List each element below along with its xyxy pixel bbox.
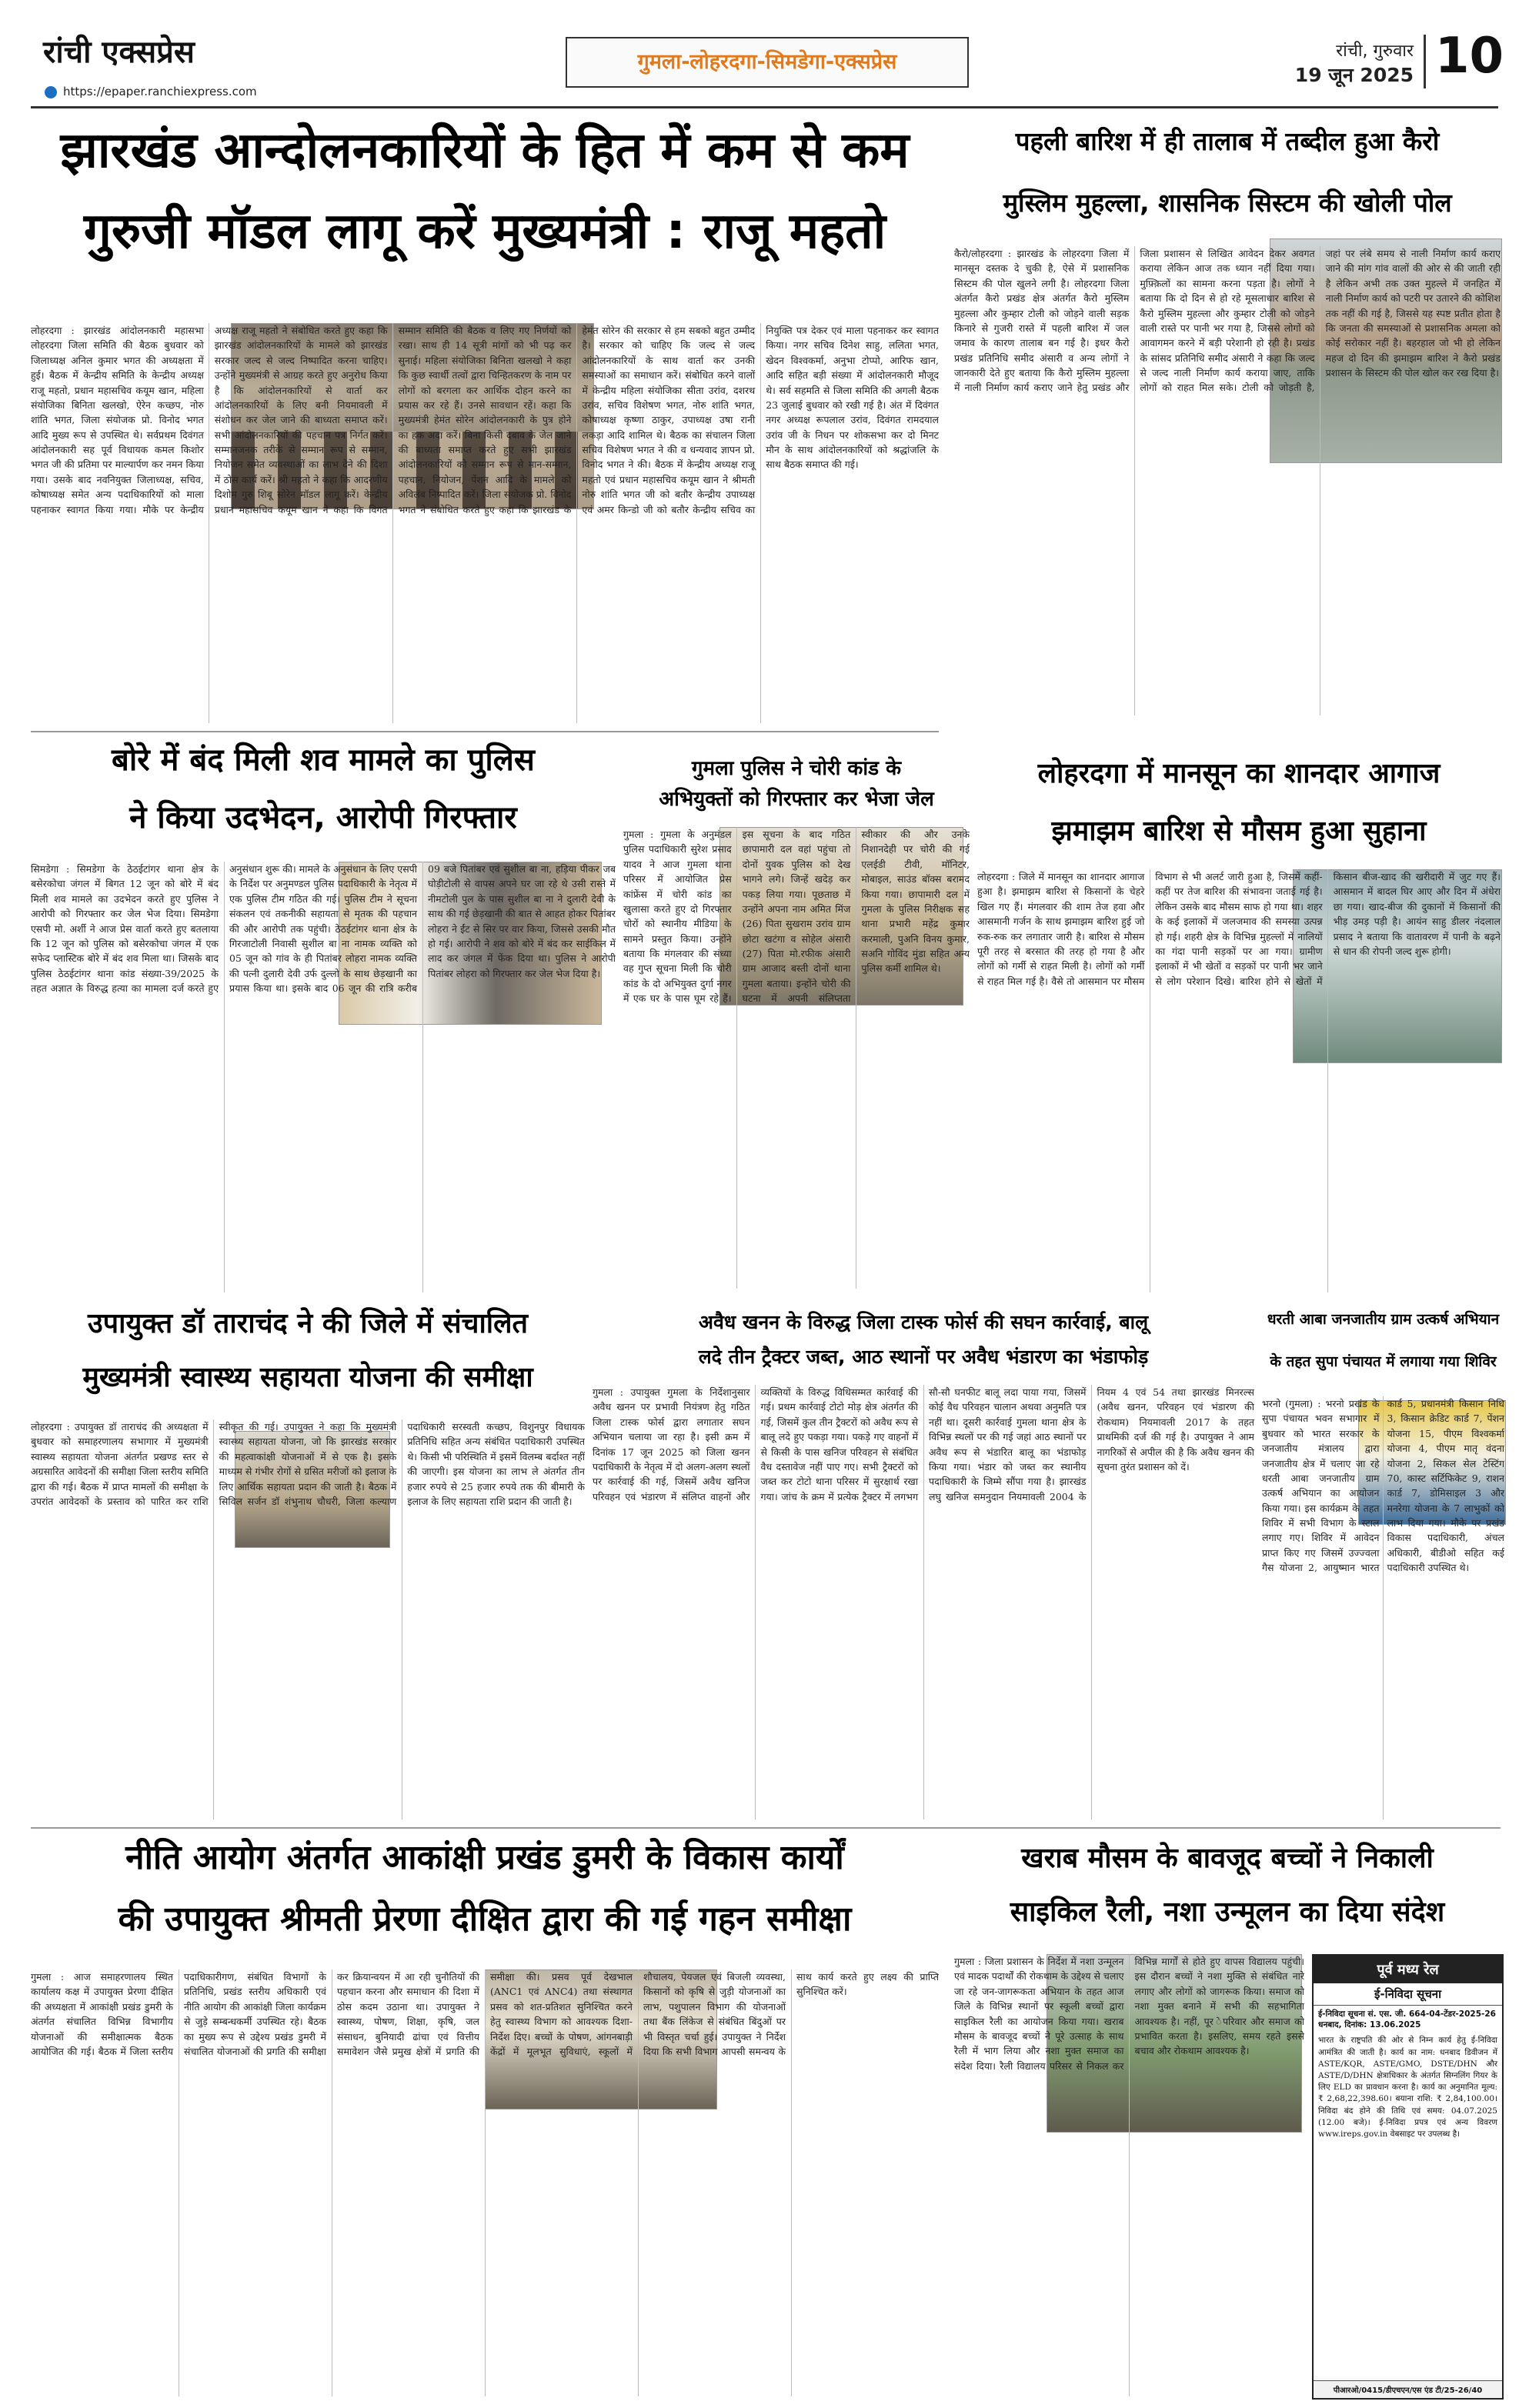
simdega-headline-2: ने किया उदभेदन, आरोपी गिरफ्तार (129, 800, 517, 835)
epaper-url[interactable]: https://epaper.ranchiexpress.com (63, 85, 257, 98)
section-title: गुमला-लोहरदगा-सिमडेगा-एक्सप्रेस (637, 50, 897, 74)
mining-headline-2: लदे तीन ट्रैक्टर जब्त, आठ स्थानों पर अवैध भंडारण का भंडाफोड़ (698, 1346, 1149, 1368)
page-number: 10 (1435, 28, 1504, 85)
lead-body: लोहरदगा : झारखंड आंदोलनकारी महासभा लोहरदगा जिला समिति की बैठक बुधवार को जिलाध्यक्ष अनिल कुमार भगत की अध्यक्षता में हुई। बैठक में केन्द्रीय समिति के केन्द्रीय अध्यक्ष राजू महतो, प्रधान महासचिव कयूम खान, महिला संयोजिका बिनिता खलखो, ऐरेन कच्छप, नोरु शांति भगत, जिला संयोजक प्रो. विनोद भगत आदि मुख्य रूप से उपस्थित थे। सर्वप्रथम दिवंगत आंदोलनकारी सह पूर्व विधायक कमल किशोर भगत जी की प्रतिमा पर माल्यार्पण कर नमन किया गया। उसके बाद नवनियुक्त जिलाध्यक्ष, सचिव, कोषाध्यक्ष समेत अन्य पदाधिकारियों को माला पहनाकर स्वागत किया गया। मौके पर केन्द्रीय अध्यक्ष राजू महतो ने संबोधित करते हुए कहा कि झारखंड आंदोलनकारियों के मामले को झारखंड सरकार जल्द से जल्द निष्पादित करना चाहिए। उन्होंने मुख्यमंत्री से आग्रह करते हुए अनुरोध किया है कि आंदोलनकारियों से वार्ता कर आंदोलनकारियों के लिए बनी नियमावली में संशोधन कर जेल जाने की बाध्यता समाप्त करें। सभी आंदोलनकारियों की पहचान पत्र निर्गत करें। सम्मानजनक तरीके से सम्मान रूप से सम्मान, नियोजन समेत व्यवस्थाओं का लाभ देने की दिशा में ठोस कार्य करें। श्री महतो ने कहा कि आदरणीय दिशोम गुरु शिबू सोरेन मॉडल लागू करें। केन्द्रीय प्रधान महासचिव कयूम खान ने कहा कि विगत सम्मान समिति की बैठक व लिए गए निर्णयों को रखा। साथ ही 14 सूत्री मांगों को भी पढ़ कर सुनाई। महिला संयोजिका बिनिता खलखो ने कहा कि कुछ स्वार्थी तत्वों द्वारा चिन्हितकरण के नाम पर लोगों को बरगला कर आर्थिक दोहन करने का प्रयास कर रहे हैं। उनसे सावधान रहें। कहा कि मुख्यमंत्री हेमंत सोरेन आंदोलनकारी के पुत्र होने का हक अदा करें। बिना किसी दबाव के जेल जाने की बाध्यता समाप्त करते हुए सभी झारखंड आंदोलनकारियों को सम्मान रूप से मान-सम्मान, पहचान, नियोजन, पेंशन आदि के मामले को अविलंब निष्पादित करें। जिला संयोजक प्रो. विनोद भगत ने संबोधित करते हुए कहा कि झारखंड के हेमंत सोरेन की सरकार से हम सबको बहुत उम्मीद है। सरकार को चाहिए कि जल्द से जल्द आंदोलनकारियों के साथ वार्ता कर उनकी समस्याओं का समाधान करें। संबोधित करने वालों में केन्द्रीय महिला संयोजिका सीता उरांव, दशरथ उरांव, सचिव विशेषण भगत, नोरु शांति भगत, कोषाध्यक्ष कृष्णा ठाकुर, उपाध्यक्ष उषा रानी लकड़ा आदि शामिल थे। बैठक का संचालन जिला सचिव विशेषण भगत ने की व धन्यवाद ज्ञापन प्रो. विनोद भगत ने की। बैठक में केन्द्रीय अध्यक्ष राजू महतो एवं प्रधान महासचिव कयूम खान ने श्रीमती नोरु शांति भगत जी को बतौर केन्द्रीय उपाध्यक्ष एवं अमर किन्डो जी को बतौर केन्द्रीय सचिव का नियुक्ति पत्र देकर एवं माला पहनाकर कर स्वागत किया। नगर सचिव दिनेश साहु, ललिता भगत, खेदन विश्वकर्मा, अनुभा टोप्पो, आरिफ खान, आदि सहित बड़ी संख्या में आंदोलनकारी मौजूद थे। सर्व सहमति से जिला समिति की अगली बैठक 23 जुलाई बुधवार को रखी गई है। अंत में दिवंगत नगर अध्यक्ष रूपलाल उरांव, दिवंगत रामदयाल उरांव जी के निधन पर शोकसभा कर दो मिनट मौन के साथ आंदोलनकारियों को श्रद्धांजलि के साथ बैठक समाप्त की गई। (31, 325, 939, 515)
dc-body: लोहरदगा : उपायुक्त डॉ ताराचंद की अध्यक्षता में बुधवार को समाहरणालय सभागार में मुख्यमंत्री स्वास्थ्य सहायता योजना अंतर्गत प्रखण्ड स्तर से अग्रसारित आवेदनों की समीक्षा जिला स्तरीय समिति द्वारा की गई। बैठक में प्राप्त मामलों की समीक्षा के उपरांत आवेदकों के प्रस्ताव को पारित कर राशि स्वीकृत की गई। उपायुक्त ने कहा कि मुख्यमंत्री स्वास्थ्य सहायता योजना, जो कि झारखंड सरकार की महत्वाकांक्षी योजनाओं में से एक है। इसके माध्यम से गंभीर रोगों से ग्रसित मरीजों को इलाज के लिए आर्थिक सहायता प्रदान की जाती है। बैठक में सिविल सर्जन डॉ शंभुनाथ चौधरी, जिला कल्याण पदाधिकारी सरस्वती कच्छप, विशुनपुर विधायक प्रतिनिधि सहित अन्य संबंधित पदाधिकारी उपस्थित थे। किसी भी परिस्थिति में इसमें विलम्ब बर्दाश्त नहीं की जाएगी। इस योजना का लाभ ले अंतर्गत तीन हजार रुपये से 25 हजार रुपये तक की बीमारी के इलाज के लिए सहायता राशि प्रदान की जाती है। (31, 1421, 585, 1507)
flood-headline-1: पहली बारिश में ही तालाब में तब्दील हुआ कैरो (1015, 126, 1440, 156)
simdega-body: सिमडेगा : सिमडेगा के ठेठईटांगर थाना क्षेत्र के बसेरकोचा जंगल में बिगत 12 जून को बोरे में बंद मिली शव मामले का उदभेदन करते हुए पुलिस ने आरोपी को गिरफ्तार कर जेल भेज दिया। सिमडेगा एसपी मो. अर्शी ने आज प्रेस वार्ता करते हुए बतलाया कि 12 जून को पुलिस को बसेरकोचा जंगल में एक सफेद प्लास्टिक बोरे में बंद शव मिला था। जिसके बाद पुलिस ठेठईटांगर थाना कांड संख्या-39/2025 के तहत अज्ञात के विरुद्ध हत्या का मामला दर्ज करते हुए अनुसंधान शुरू की। मामले के अनुसंधान के लिए एसपी के निर्देश पर अनुमण्डल पुलिस पदाधिकारी के नेतृत्व में एक पुलिस टीम गठित की गई। पुलिस टीम ने सूचना संकलन एवं तकनीकी सहायता से मृतक की पहचान की और आरोपी तक पहुंची। ठेठईटांगर थाना क्षेत्र के गिरजाटोली निवासी सुशील बा ना नामक व्यक्ति को 05 जून को गांव के ही पितांबर लोहरा नामक व्यक्ति की पत्नी दुलारी देवी उर्फ दुल्लो के साथ छेड़खानी का प्रयास किया था। इसके बाद 06 जून की रात्रि करीब 09 बजे पितांबर एवं सुशील बा ना, हड़िया पीकर जब घोड़ीटोली से वापस अपने घर जा रहे थे उसी रास्ते में नीमटोली पुल के पास सुशील बा ना ने दुलारी देवी के साथ की गई छेड़खानी की बात से आहत होकर पितांबर लोहरा ने ईंट से सिर पर वार किया, जिससे उसकी मौत हो गई। आरोपी ने शव को बोरे में बंद कर साईकिल में लाद कर जंगल में फेंक दिया था। पुलिस ने आरोपी पितांबर लोहरा को गिरफ्तार कर जेल भेज दिया है। (31, 863, 616, 994)
monsoon-body: लोहरदगा : जिले में मानसून का शानदार आगाज हुआ है। झमाझम बारिश से किसानों के चेहरे खिल गए हैं। मंगलवार की शाम तेज हवा और आसमानी गर्जन के साथ झमाझम बारिश हुई जो रुक-रुक कर लगातार जारी है। बारिश से मौसम पूरी तरह से बरसात की तरह हो गया है और लोगों को गर्मी से राहत मिली है। लोगों को गर्मी से राहत मिल गई है। वैसे तो आसमान पर मौसम विभाग से भी अलर्ट जारी हुआ है, जिसमें कहीं-कहीं पर तेज बारिश की संभावना जताई गई है। लेकिन उसके बाद मौसम साफ हो गया था। शहर के कई इलाकों में जलजमाव की समस्या उत्पन्न हो गई। शहरी क्षेत्र के विभिन्न मुहल्लों में नालियों का गंदा पानी सड़कों पर आ गया। ग्रामीण इलाकों में भी खेतों व सड़कों पर पानी भर जाने से लोग परेशान दिखे। बारिश होने से खेतों में किसान बीज-खाद की खरीदारी में जुट गए हैं। आसमान में बादल घिर आए और दिन में अंधेरा छा गया। खाद-बीज की दुकानों में किसानों की भीड़ उमड़ पड़ी है। आयंन साहु डीलर नंदलाल प्रसाद ने बताया कि वातावरण में पानी के बढ़ने से धान की रोपनी जल्द शुरू होगी। (977, 871, 1501, 987)
gumla-police-headline-1: गुमला पुलिस ने चोरी कांड के (691, 757, 902, 780)
lead-headline-2: गुरुजी मॉडल लागू करें मुख्यमंत्री : राजू महतो (83, 203, 886, 260)
dc-headline-1: उपायुक्त डॉ ताराचंद ने की जिले में संचालित (87, 1308, 529, 1339)
tender-footer: पीआरओ/0415/डीएचएन/एस एंड टी/25-26/40 (1314, 2380, 1502, 2398)
page-divider (1424, 35, 1426, 88)
masthead (0, 0, 1529, 104)
mid-bottom-rule (31, 1827, 1501, 1829)
rally-headline-1: खराब मौसम के बावजूद बच्चों ने निकाली (1021, 1843, 1434, 1874)
gumla-police-body: गुमला : गुमला के अनुमंडल पुलिस पदाधिकारी सुरेश प्रसाद यादव ने आज गुमला थाना परिसर में आयोजित प्रेस कांफ्रेंस में चोरी कांड का खुलासा करते हुए दो गिरफ्तार चोरों को स्थानीय मीडिया के सामने प्रस्तुत किया। उन्होंने बताया कि मंगलवार की संध्या वह गुप्त सूचना मिली कि चोरी कांड के दो अभियुक्त दुर्गा नगर में एक घर के पास घूम रहे हैं। इस सूचना के बाद गठित छापामारी दल वहां पहुंचा तो दोनों युवक पुलिस को देख भागने लगे। जिन्हें खदेड़ कर पकड़ लिया गया। पूछताछ में उन्होंने अपना नाम अमित मिंज (26) पिता सुखराम उरांव ग्राम छोटा खटंगा व सोहेल अंसारी (27) पिता मो.रफीक अंसारी ग्राम आजाद बस्ती दोनों थाना गुमला बताया। इन्होंने चोरी की घटना में अपनी संलिप्तता स्वीकार की और उनके निशानदेही पर चोरी की गई एलईडी टीवी, मॉनिटर, मोबाइल, साउंड बॉक्स बरामद किया गया। छापामारी दल में गुमला के पुलिस निरीक्षक सह थाना प्रभारी महेंद्र कुमार करमाली, पुअनि विनय कुमार, सअनि गोविंद मुंडा सहित अन्य पुलिस कर्मी शामिल थे। (623, 829, 970, 1005)
mining-body: गुमला : उपायुक्त गुमला के निर्देशानुसार अवैध खनन पर प्रभावी नियंत्रण हेतु गठित जिला टास्क फोर्स द्वारा लगातार सघन अभियान चलाया जा रहा है। इसी क्रम में दिनांक 17 जून 2025 को जिला खनन पदाधिकारी के नेतृत्व में दो अलग-अलग स्थलों पर कार्रवाई की गई, जिसमें अवैध खनिज परिवहन एवं भंडारण में संलिप्त वाहनों और व्यक्तियों के विरुद्ध विधिसम्मत कार्रवाई की गई। प्रथम कार्रवाई टोटो मोड़ क्षेत्र अंतर्गत की गई, जिसमें कुल तीन ट्रैक्टरों को अवैध रूप से बालू लदे हुए पकड़ा गया। पकड़े गए वाहनों में से किसी के पास खनिज परिवहन से संबंधित वैध दस्तावेज नहीं पाए गए। सभी ट्रैक्टरों को जब्त कर टोटो थाना परिसर में सुरक्षार्थ रखा गया। जांच के क्रम में प्रत्येक ट्रैक्टर में लगभग सौ-सौ घनफीट बालू लदा पाया गया, जिसमें कोई वैध परिवहन चालान अथवा अनुमति पत्र नहीं था। दूसरी कार्रवाई गुमला थाना क्षेत्र के विभिन्न स्थलों पर की गई जहां आठ स्थानों पर अवैध रूप से भंडारित बालू का भंडाफोड़ किया गया। भंडार को जब्त कर स्थानीय पदाधिकारी के जिम्मे सौंपा गया है। झारखंड लघु खनिज समनुदान नियमावली 2004 के नियम 4 एवं 54 तथा झारखंड मिनरल्स (अवैध खनन, परिवहन एवं भंडारण की रोकथाम) नियमावली 2017 के तहत प्राथमिकी दर्ज की गई है। उपायुक्त ने आम नागरिकों से अपील की है कि अवैध खनन की सूचना तुरंत प्रशासन को दें। (593, 1386, 1254, 1502)
lead-bottom-rule (31, 731, 939, 732)
bharno-headline-1: धरती आबा जनजातीय ग्राम उत्कर्ष अभियान (1267, 1311, 1500, 1328)
gumla-police-headline-2: अभियुक्तों को गिरफ्तार कर भेजा जेल (659, 788, 934, 811)
monsoon-headline-2: झमाझम बारिश से मौसम हुआ सुहाना (1051, 815, 1427, 847)
globe-icon (45, 86, 57, 98)
tender-ad (1312, 1954, 1504, 2400)
niti-headline-2: की उपायुक्त श्रीमती प्रेरणा दीक्षित द्वारा की गई गहन समीक्षा (118, 1899, 852, 1939)
simdega-headline-1: बोरे में बंद मिली शव मामले का पुलिस (112, 742, 535, 778)
niti-body: गुमला : आज समाहरणालय स्थित कार्यालय कक्ष में उपायुक्त प्रेरणा दीक्षित की अध्यक्षता में आकांक्षी प्रखंड डुमरी के अंतर्गत संचालित विभिन्न विभागीय योजनाओं की समीक्षात्मक बैठक आयोजित की गई। बैठक में जिला स्तरीय पदाधिकारीगण, संबंधित विभागों के प्रतिनिधि, प्रखंड स्तरीय अधिकारी एवं नीति आयोग की आकांक्षी जिला कार्यक्रम से जुड़े सम्बन्धकर्मी उपस्थित रहे। बैठक का मुख्य रूप से उद्देश्य प्रखंड डुमरी में संचालित योजनाओं की प्रगति की समीक्षा कर क्रियान्वयन में आ रही चुनौतियों की पहचान करना और समाधान की दिशा में ठोस कदम उठाना था। उपायुक्त ने स्वास्थ्य, पोषण, शिक्षा, कृषि, जल संसाधन, बुनियादी ढांचा एवं वित्तीय समावेशन जैसे प्रमुख क्षेत्रों में प्रगति की समीक्षा की। प्रसव पूर्व देखभाल (ANC1 एवं ANC4) तथा संस्थागत प्रसव को शत-प्रतिशत सुनिश्चित करने हेतु स्वास्थ्य विभाग को आवश्यक दिशा-निर्देश दिए। बच्चों के पोषण, आंगनबाड़ी केंद्रों में मूलभूत सुविधाएं, स्कूलों में शौचालय, पेयजल एवं बिजली व्यवस्था, किसानों को कृषि से जुड़ी योजनाओं का लाभ, पशुपालन विभाग की योजनाओं तथा बैंक लिंकेज से संबंधित बिंदुओं पर भी विस्तृत चर्चा हुई। उपायुक्त ने निर्देश दिया कि सभी विभाग आपसी समन्वय के साथ कार्य करते हुए लक्ष्य की प्राप्ति सुनिश्चित करें। (31, 1971, 939, 2057)
monsoon-headline-1: लोहरदगा में मानसून का शानदार आगाज (1037, 758, 1441, 789)
newspaper-logo: रांची एक्सप्रेस (43, 34, 195, 70)
dateline-date: 19 जून 2025 (1294, 64, 1414, 86)
niti-headline-1: नीति आयोग अंतर्गत आकांक्षी प्रखंड डुमरी के विकास कार्यों (125, 1838, 844, 1877)
rally-body: गुमला : जिला प्रशासन के निर्देश में नशा उन्मूलन एवं मादक पदार्थों की रोकथाम के उद्देश्य से चलाए जा रहे जन-जागरूकता अभियान के तहत आज जिले के विभिन्न स्थानों पर स्कूली बच्चों द्वारा साइकिल रैली का आयोजन किया गया। खराब मौसम के बावजूद बच्चों ने पूरे उत्साह के साथ रैली में भाग लिया और नशा मुक्त समाज का संदेश दिया। रैली विद्यालय परिसर से निकल कर विभिन्न मार्गों से होते हुए वापस विद्यालय पहुंची। इस दौरान बच्चों ने नशा मुक्ति से संबंधित नारे लगाए और लोगों को जागरूक किया। समाज को नशा मुक्त बनाने में सभी की सहभागिता आवश्यक है। नहीं, पूर ेपरिवार और समाज को प्रभावित करता है। इसलिए, समय रहते इससे बचाव और रोकथाम आवश्यक है। (954, 1956, 1304, 2072)
rally-headline-2: साइकिल रैली, नशा उन्मूलन का दिया संदेश (1010, 1896, 1445, 1928)
tender-body: भारत के राष्ट्रपति की ओर से निम्न कार्य हेतु ई-निविदा आमंत्रित की जाती है। कार्य का नाम: धनबाद डिवीजन में ASTE/KQR, ASTE/GMO, DSTE/DHN और ASTE/D/DHN क्षेत्राधिकार के अंतर्गत सिग्नलिंग गियर के लिए ELD का प्रावधान करना है। कार्य का अनुमानित मूल्य: ₹ 2,68,22,398.60। बयाना राशि: ₹ 2,84,100.00। निविदा बंद होने की तिथि एवं समय: 04.07.2025 (12.00 बजे)। ई-निविदा प्रपत्र एवं अन्य विवरण www.ireps.gov.in वेबसाइट पर उपलब्ध है। (1318, 2036, 1497, 2140)
tender-title: ई-निविदा सूचना (1314, 1983, 1502, 2006)
flood-body: कैरो/लोहरदगा : झारखंड के लोहरदगा जिला में मानसून दस्तक दे चुकी है, ऐसे में प्रशासनिक सिस्टम की पोल खुलने लगी है। लोहरदगा जिला अंतर्गत कैरो प्रखंड क्षेत्र अंतर्गत कैरो मुस्लिम मुहल्ला और कुम्हार टोली को जोड़ने वाली सड़क किनारे से गुजरी रास्ते में पहली बारिश में जल जमाव के कारण तालाब बन गई है। इधर कैरो प्रखंड प्रतिनिधि समीद अंसारी व अन्य लोगों ने जानकारी देते हुए बताया कि कैरो मुस्लिम मुहल्ला में नाली निर्माण कार्य कराए जाने हेतु प्रखंड और जिला प्रशासन से लिखित आवेदन देकर अवगत कराया लेकिन आज तक ध्यान नहीं दिया गया। मुफ़्क़िलों का सामना करना पड़ता है। लोगों ने बताया कि दो दिन से हो रहे मूसलाधार बारिश से कैरो मुस्लिम मुहल्ला और कुम्हार टोली को जोड़ने वाली रास्ते पर पानी भर गया है, जिससे लोगों को आवागमन करने में बड़ी परेशानी हो रही है। प्रखंड के सांसद प्रतिनिधि समीद अंसारी ने कहा कि जल्द से जल्द नाली निर्माण कार्य कराया जाए, ताकि लोगों को राहत मिल सके। टोली को जोड़ती है, जहां पर लंबे समय से नाली निर्माण कार्य कराए जाने की मांग गांव वालों की ओर से की जाती रही है लेकिन अभी तक उक्त मुहल्ले में जनहित में नाली निर्माण कार्य को पटरी पर उतारने की कोशिश तक नहीं की गई है, जिससे यह स्पष्ट प्रतीत होता है कि जनता की समस्याओं से प्रशासनिक अमला को कोई सरोकार नहीं है। बहरहाल जो भी हो लेकिन महज दो दिन की झमाझम बारिश ने कैरो प्रखंड प्रशासन के सिस्टम की पोल खोल कर रख दिया है। (954, 248, 1501, 394)
bharno-headline-2: के तहत सुपा पंचायत में लगाया गया शिविर (1270, 1353, 1497, 1370)
section-banner (566, 37, 969, 88)
dateline-day: रांची, गुरुवार (1336, 42, 1414, 61)
mining-headline-1: अवैध खनन के विरुद्ध जिला टास्क फोर्स की सघन कार्रवाई, बालू (698, 1311, 1149, 1333)
masthead-rule (31, 106, 1498, 108)
tender-railway-name: पूर्व मध्य रेल (1314, 1956, 1502, 1983)
flood-headline-2: मुस्लिम मुहल्ला, शासनिक सिस्टम की खोली पोल (1003, 188, 1452, 218)
tender-ref: ई-निविदा सूचना सं. एस. जी. 664-04-टेंडर-2025-26 धनबाद, दिनांक: 13.06.2025 (1318, 2009, 1496, 2030)
bharno-body: भरनो (गुमला) : भरनो प्रखंड के सुपा पंचायत भवन सभागार में बुधवार को भारत सरकार के जनजातीय मंत्रालय द्वारा जनजातीय क्षेत्र में चलाए जा रहे धरती आबा जनजातीय ग्राम उत्कर्ष अभियान का आयोजन किया गया। इस कार्यक्रम के तहत शिविर में सभी विभाग के स्टाल लगाए गए। शिविर में आवेदन प्राप्त किए गए जिसमें उज्ज्वला गैस योजना 2, आयुष्मान भारत कार्ड 5, प्रधानमंत्री किसान निधि 3, किसान क्रेडिट कार्ड 7, पेंशन योजना 15, पीएम विश्वकर्मा योजना 4, पीएम मातृ वंदना योजना 2, सिकल सेल टेस्टिंग 70, कास्ट सर्टिफिकेट 9, राशन कार्ड 7, डोमिसाइल 3 और मनरेगा योजना के 7 लाभुकों को लाभ दिया गया। मौके पर प्रखंड विकास पदाधिकारी, अंचल अधिकारी, बीडीओ सहित कई पदाधिकारी उपस्थित थे। (1262, 1398, 1504, 1574)
lead-headline-1: झारखंड आन्दोलनकारियों के हित में कम से कम (60, 122, 910, 179)
dc-headline-2: मुख्यमंत्री स्वास्थ्य सहायता योजना की समीक्षा (82, 1362, 533, 1393)
